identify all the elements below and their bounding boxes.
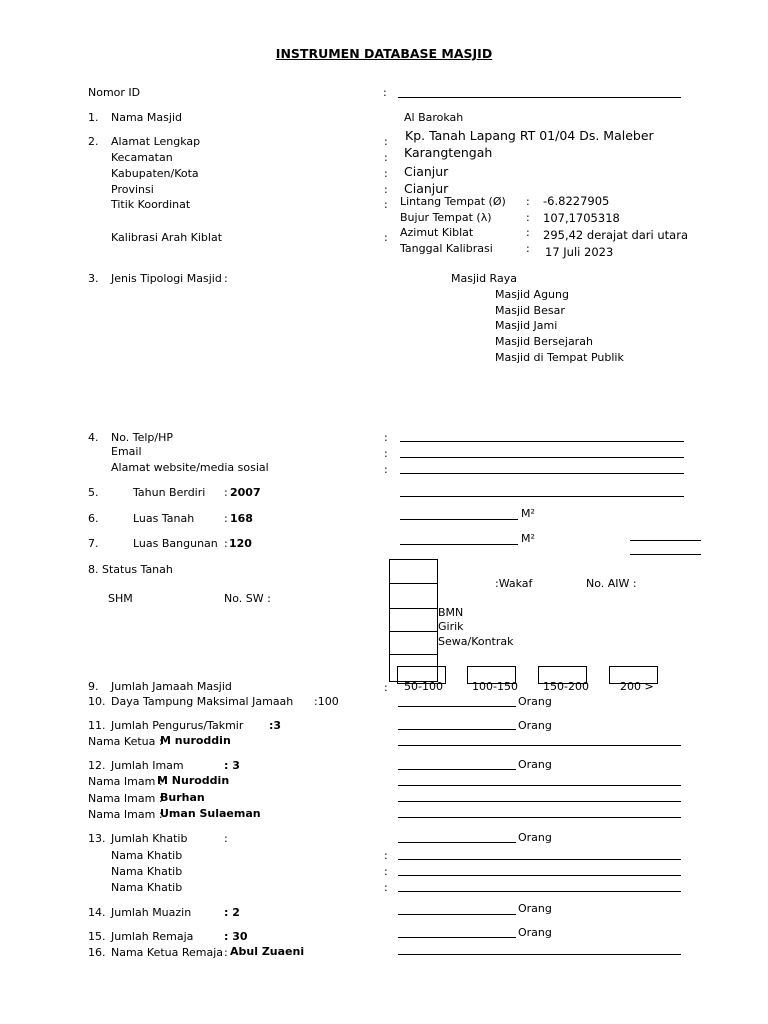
colon: : — [384, 231, 388, 244]
item-number-10: 10. — [88, 695, 106, 708]
nama-ketua-label: Nama Ketua : — [88, 735, 163, 748]
kecamatan-value: Karangtengah — [404, 145, 493, 160]
lintang-label: Lintang Tempat (Ø) — [400, 195, 506, 208]
nama-imam-label: Nama Imam : — [88, 792, 163, 805]
imam-name-line[interactable] — [398, 801, 681, 802]
jamaah-option-label: 200 > — [620, 680, 654, 693]
unit-orang: Orang — [518, 695, 552, 708]
shm-option[interactable]: SHM — [108, 592, 133, 605]
colon: : — [384, 167, 388, 180]
jamaah-option-label: 150-200 — [543, 680, 589, 693]
imam-line[interactable] — [398, 769, 516, 770]
no-aiw-label: No. AIW : — [586, 577, 637, 590]
kalibrasi-label: Kalibrasi Arah Kiblat — [111, 231, 223, 244]
khatib-name-line[interactable] — [398, 875, 681, 876]
item-number-4: 4. — [88, 431, 99, 444]
no-sw-label: No. SW : — [224, 592, 271, 605]
tipologi-option[interactable]: Masjid di Tempat Publik — [495, 351, 624, 364]
item-number-15: 15. — [88, 930, 106, 943]
nama-imam-label: Nama Imam : — [88, 775, 163, 788]
colon: : — [224, 512, 228, 525]
pengurus-line[interactable] — [398, 729, 516, 730]
bujur-label: Bujur Tempat (λ) — [400, 211, 492, 224]
item-number-11: 11. — [88, 719, 106, 732]
item-number-2: 2. — [88, 135, 99, 148]
ketua-line[interactable] — [398, 745, 681, 746]
colon: : — [384, 849, 388, 862]
girik-option[interactable]: Girik — [438, 620, 464, 633]
nomor-id-line[interactable] — [398, 97, 681, 98]
nomor-id-label: Nomor ID — [88, 86, 141, 99]
tahun-berdiri-label: Tahun Berdiri — [133, 486, 206, 499]
colon: : — [224, 537, 228, 550]
colon: : — [384, 135, 388, 148]
nama-khatib-label: Nama Khatib — [111, 849, 183, 862]
ketua-remaja-label: Nama Ketua Remaja — [111, 946, 224, 959]
colon: : — [526, 242, 530, 255]
item-number-14: 14. — [88, 906, 106, 919]
colon: : — [224, 946, 228, 959]
nama-imam-value: Uman Sulaeman — [160, 807, 261, 820]
tipologi-option[interactable]: Masjid Jami — [495, 319, 558, 332]
kecamatan-label: Kecamatan — [111, 151, 173, 164]
muazin-line[interactable] — [398, 914, 516, 915]
tanggal-value: 17 Juli 2023 — [545, 245, 614, 259]
jumlah-pengurus-label: Jumlah Pengurus/Takmir — [111, 719, 244, 732]
daya-tampung-label: Daya Tampung Maksimal Jamaah — [111, 695, 294, 708]
document-title: INSTRUMEN DATABASE MASJID — [275, 46, 493, 61]
azimut-value: 295,42 derajat dari utara — [543, 228, 688, 242]
extra-line[interactable] — [400, 496, 684, 497]
jumlah-remaja-value: : 30 — [224, 930, 248, 943]
colon: : — [526, 211, 530, 224]
colon: : — [526, 226, 530, 239]
colon: : — [384, 463, 388, 476]
website-label: Alamat website/media sosial — [111, 461, 269, 474]
telp-label: No. Telp/HP — [111, 431, 174, 444]
colon: : — [384, 183, 388, 196]
item-number-3: 3. — [88, 272, 99, 285]
kabupaten-label: Kabupaten/Kota — [111, 167, 199, 180]
luas-bangunan-value: 120 — [229, 537, 252, 550]
blank-line[interactable] — [630, 540, 701, 541]
azimut-label: Azimut Kiblat — [400, 226, 474, 239]
box-divider — [390, 583, 437, 584]
nama-ketua-value: M nuroddin — [160, 734, 231, 747]
colon: : — [384, 881, 388, 894]
imam-name-line[interactable] — [398, 817, 681, 818]
item-number-13: 13. — [88, 832, 106, 845]
unit-orang: Orang — [518, 926, 552, 939]
jamaah-option-label: 50-100 — [404, 680, 443, 693]
jumlah-muazin-value: : 2 — [224, 906, 240, 919]
khatib-name-line[interactable] — [398, 859, 681, 860]
jamaah-option-label: 100-150 — [472, 680, 518, 693]
jumlah-imam-label: Jumlah Imam — [111, 759, 184, 772]
jumlah-remaja-label: Jumlah Remaja — [111, 930, 194, 943]
tipologi-option[interactable]: Masjid Besar — [495, 304, 565, 317]
nama-khatib-label: Nama Khatib — [111, 865, 183, 878]
tipologi-option[interactable]: Masjid Bersejarah — [495, 335, 593, 348]
jumlah-imam-value: : 3 — [224, 759, 240, 772]
nama-khatib-label: Nama Khatib — [111, 881, 183, 894]
provinsi-label: Provinsi — [111, 183, 154, 196]
item-number-7: 7. — [88, 537, 99, 550]
unit-orang: Orang — [518, 831, 552, 844]
bujur-value: 107,1705318 — [543, 211, 620, 225]
tipologi-option[interactable]: Masjid Agung — [495, 288, 569, 301]
imam-name-line[interactable] — [398, 785, 681, 786]
colon: : — [384, 681, 388, 694]
kabupaten-value: Cianjur — [404, 164, 449, 179]
jumlah-muazin-label: Jumlah Muazin — [111, 906, 192, 919]
item-number-1: 1. — [88, 111, 99, 124]
email-line[interactable] — [400, 457, 684, 458]
unit-orang: Orang — [518, 719, 552, 732]
nama-masjid-value: Al Barokah — [404, 111, 464, 124]
colon: : — [384, 865, 388, 878]
provinsi-value: Cianjur — [404, 181, 449, 196]
colon: : — [384, 198, 388, 211]
colon: : — [526, 195, 530, 208]
box-divider — [390, 631, 437, 632]
luas-bangunan-line[interactable] — [400, 544, 518, 545]
colon: : — [224, 832, 228, 845]
status-tanah-label: 8. Status Tanah — [88, 563, 173, 576]
status-tanah-boxes — [389, 559, 438, 682]
jumlah-pengurus-value: :3 — [269, 719, 282, 732]
luas-tanah-value: 168 — [230, 512, 253, 525]
jumlah-jamaah-label: Jumlah Jamaah Masjid — [111, 680, 232, 693]
koordinat-label: Titik Koordinat — [111, 198, 191, 211]
luas-tanah-line[interactable] — [400, 519, 518, 520]
colon: : — [383, 86, 387, 99]
item-number-5: 5. — [88, 486, 99, 499]
nama-imam-value: Burhan — [160, 791, 205, 804]
luas-bangunan-label: Luas Bangunan — [133, 537, 218, 550]
tipologi-option[interactable]: Masjid Raya — [451, 272, 517, 285]
colon: : — [224, 486, 228, 499]
ketua-remaja-value: Abul Zuaeni — [230, 945, 305, 958]
email-label: Email — [111, 445, 142, 458]
daya-tampung-value: :100 — [314, 695, 339, 708]
unit-m2: M² — [521, 532, 535, 545]
tipologi-label: Jenis Tipologi Masjid — [111, 272, 222, 285]
tahun-berdiri-value: 2007 — [230, 486, 261, 499]
wakaf-option[interactable]: :Wakaf — [495, 577, 533, 590]
telp-line[interactable] — [400, 441, 684, 442]
item-number-12: 12. — [88, 759, 106, 772]
lintang-value: -6.8227905 — [543, 194, 610, 208]
daya-tampung-line[interactable] — [398, 706, 516, 707]
blank-line[interactable] — [630, 554, 701, 555]
unit-m2: M² — [521, 507, 535, 520]
box-divider — [390, 608, 437, 609]
nama-imam-value: M Nuroddin — [157, 774, 230, 787]
colon: : — [384, 447, 388, 460]
jumlah-khatib-label: Jumlah Khatib — [111, 832, 188, 845]
item-number-6: 6. — [88, 512, 99, 525]
sewa-option[interactable]: Sewa/Kontrak — [438, 635, 514, 648]
nama-imam-label: Nama Imam : — [88, 808, 163, 821]
khatib-name-line[interactable] — [398, 891, 681, 892]
unit-orang: Orang — [518, 902, 552, 915]
colon: : — [384, 431, 388, 444]
nama-masjid-label: Nama Masjid — [111, 111, 182, 124]
alamat-label: Alamat Lengkap — [111, 135, 201, 148]
ketua-remaja-line[interactable] — [398, 954, 681, 955]
colon: : — [384, 151, 388, 164]
item-number-9: 9. — [88, 680, 99, 693]
box-divider — [390, 654, 437, 655]
colon: : — [224, 272, 228, 285]
remaja-line[interactable] — [398, 937, 516, 938]
alamat-value: Kp. Tanah Lapang RT 01/04 Ds. Maleber — [405, 128, 654, 143]
tanggal-label: Tanggal Kalibrasi — [400, 242, 493, 255]
luas-tanah-label: Luas Tanah — [133, 512, 195, 525]
khatib-line[interactable] — [398, 842, 516, 843]
unit-orang: Orang — [518, 758, 552, 771]
item-number-16: 16. — [88, 946, 106, 959]
website-line[interactable] — [400, 473, 684, 474]
bmn-option[interactable]: BMN — [438, 606, 464, 619]
